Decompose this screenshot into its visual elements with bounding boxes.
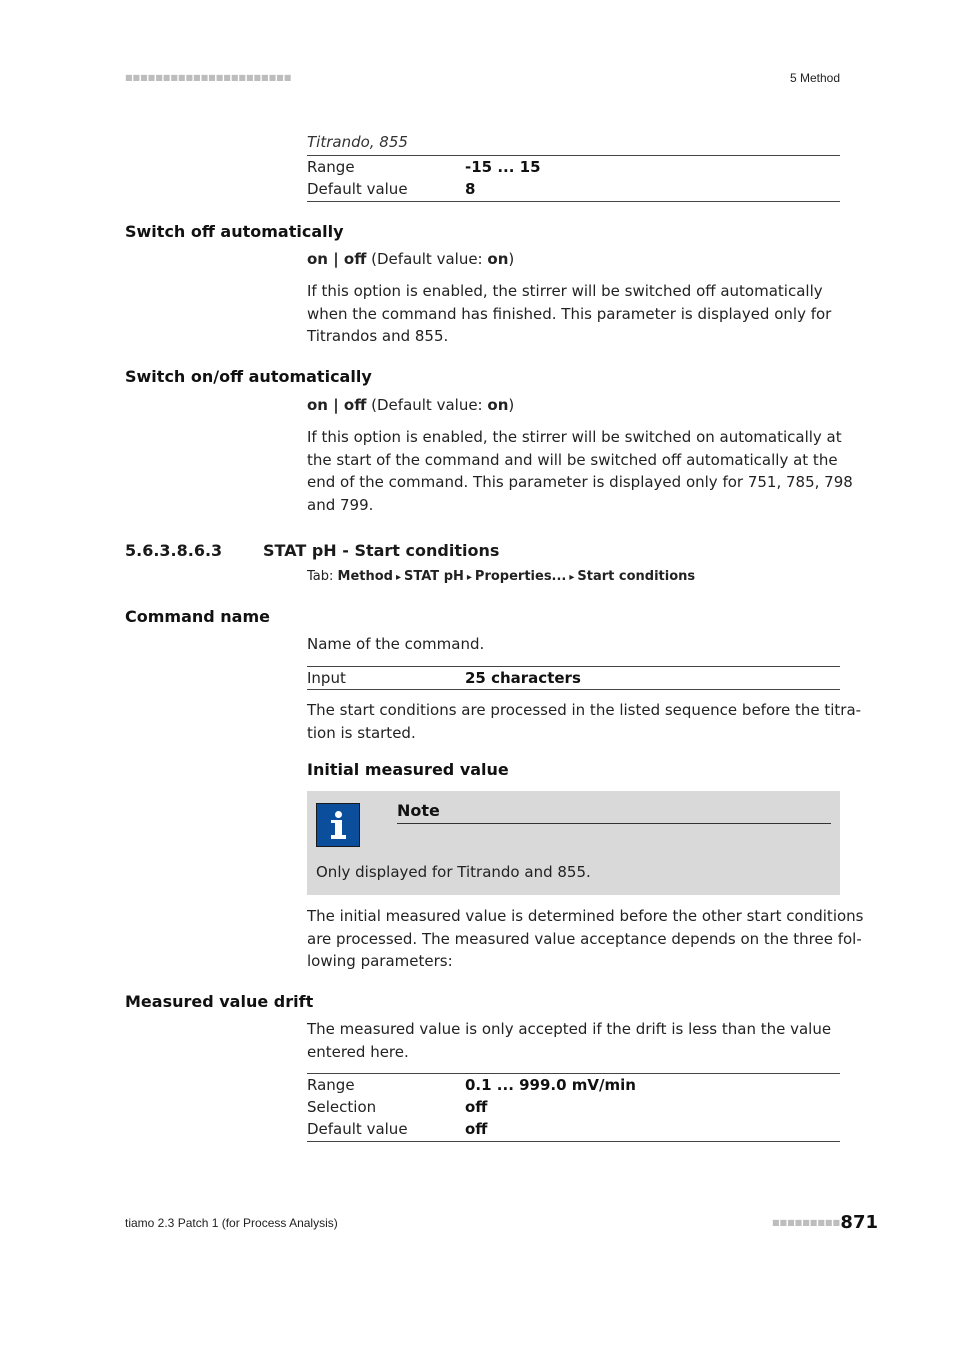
param-key: Input [307,669,346,687]
option-line-switch-off [307,248,514,271]
param-heading-switch-onoff: Switch on/off automatically [125,367,372,386]
table-bottom-rule [307,689,840,690]
table-caption: Titrando, 855 [307,133,408,151]
text-line: and 799. [307,495,374,514]
note-box [307,791,840,895]
default-value: on [487,250,509,268]
description-switch-off [307,280,831,348]
text-line: Titrandos and 855. [307,327,449,345]
footer-decoration: ■■■■■■■■■ [772,1218,841,1227]
description-start-conditions [307,699,861,744]
param-value: off [465,1098,488,1116]
table-row [307,1074,840,1096]
subheading-initial-measured-value: Initial measured value [307,760,509,779]
table-bottom-rule [307,1141,840,1142]
tab-prefix: Tab: [307,569,338,584]
text-line: The start conditions are processed in the listed sequence before the titra- [307,701,862,719]
header-decoration: ■■■■■■■■■■■■■■■■■■■■■■ [125,73,292,82]
param-value: 0.1 ... 999.0 mV/min [465,1076,636,1094]
table-bottom-rule [307,201,840,202]
page-number: 871 [840,1212,878,1233]
table-row [307,178,840,200]
breadcrumb-item: Start conditions [577,569,696,584]
option-on: on [307,250,328,268]
breadcrumb-item: STAT pH [404,569,464,584]
description-measured-value-drift [307,1018,831,1063]
text-line: If this option is enabled, the stirrer will be switched off automatically [307,282,823,300]
breadcrumb-arrow-icon: ▸ [466,572,472,583]
table-row [307,1096,840,1118]
param-heading-switch-off: Switch off automatically [125,222,344,241]
header-chapter: 5 Method [789,71,840,85]
text-line: when the command has finished. This parameter is displayed only for [307,304,832,323]
option-line-switch-onoff [307,394,514,417]
option-off: off [343,396,367,414]
param-value: off [465,1120,488,1138]
param-value: -15 ... 15 [465,158,541,176]
default-prefix: (Default value: [366,250,488,268]
description-switch-onoff [307,426,853,516]
text-line: end of the command. This parameter is displayed only for 751, 785, 798 [307,473,853,491]
option-separator: | [327,396,344,414]
param-key: Selection [307,1098,377,1116]
param-heading-measured-value-drift: Measured value drift [125,992,314,1011]
param-value: 25 characters [465,669,581,687]
info-icon [316,803,360,847]
table-row [307,667,840,689]
option-on: on [307,396,328,414]
option-off: off [343,250,367,268]
note-title: Note [397,801,440,820]
breadcrumb-arrow-icon: ▸ [396,572,402,583]
param-value: 8 [465,180,476,198]
table-row [307,156,840,178]
footer-document-title: tiamo 2.3 Patch 1 (for Process Analysis) [125,1216,338,1230]
text-line: If this option is enabled, the stirrer will be switched on automatically at [307,428,842,446]
default-prefix: (Default value: [366,396,488,414]
default-suffix: ) [508,396,515,414]
breadcrumb-item: Method [337,569,393,584]
default-suffix: ) [508,250,515,268]
description-command-name: Name of the command. [307,635,485,653]
breadcrumb-item: Properties... [474,569,567,584]
command-name-table [307,667,840,689]
text-line: entered here. [307,1042,409,1061]
note-text: Only displayed for Titrando and 855. [316,863,591,881]
note-rule [397,823,831,824]
param-key: Default value [307,180,408,198]
text-line: lowing parameters: [307,952,453,970]
section-number: 5.6.3.8.6.3 [125,541,223,560]
text-line: tion is started. [307,723,416,742]
breadcrumb-arrow-icon: ▸ [569,572,575,583]
section-title: STAT pH - Start conditions [263,541,500,560]
titrando-parameter-table [307,156,840,200]
text-line: the start of the command and will be switched off automatically at the [307,450,838,469]
option-separator: | [327,250,344,268]
text-line: The measured value is only accepted if the drift is less than the value [307,1020,832,1038]
table-row [307,1118,840,1140]
param-heading-command-name: Command name [125,607,270,626]
param-key: Range [307,158,355,176]
description-initial-measured-value [307,905,863,973]
param-key: Default value [307,1120,408,1138]
tab-breadcrumb [307,569,695,584]
default-value: on [487,396,509,414]
text-line: are processed. The measured value acceptance depends on the three fol- [307,929,862,948]
param-key: Range [307,1076,355,1094]
drift-parameter-table [307,1074,840,1140]
text-line: The initial measured value is determined before the other start conditions [307,907,864,925]
